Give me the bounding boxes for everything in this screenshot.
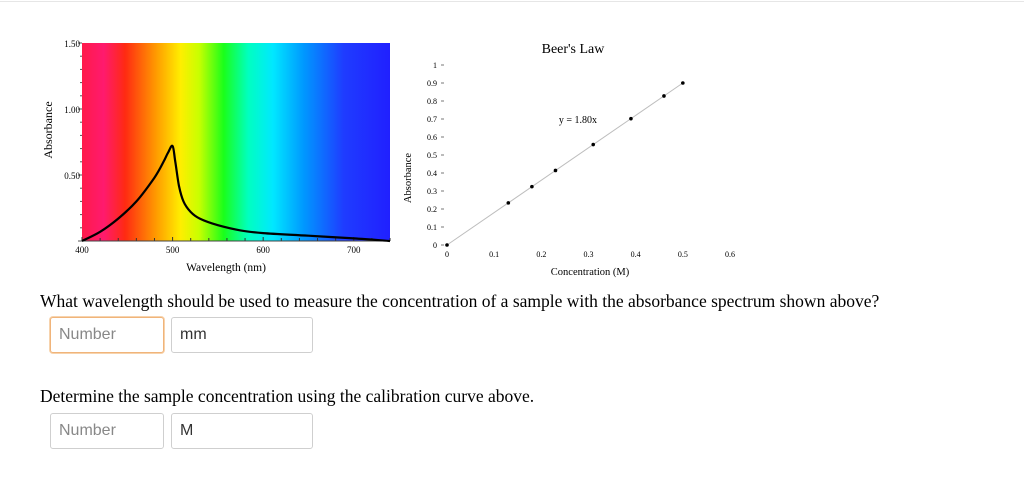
y-tick-label: 0.6: [427, 133, 437, 142]
x-tick-label: 0: [445, 250, 449, 259]
y-tick-label: 1.00: [64, 105, 80, 115]
x-tick-label: 0.1: [489, 250, 500, 259]
x-tick-label: 500: [165, 245, 180, 255]
question-concentration: Determine the sample concentration using the calibration curve above.: [40, 386, 535, 406]
data-point: [662, 94, 666, 98]
y-tick-label: 0.1: [427, 223, 437, 232]
y-tick-label: 0: [433, 241, 437, 250]
x-tick-label: 700: [347, 245, 361, 255]
x-axis-label: Concentration (M): [550, 267, 630, 278]
x-tick-label: 0.3: [583, 250, 594, 259]
y-axis-label: Absorbance: [403, 152, 414, 204]
data-point: [554, 169, 558, 173]
data-point: [530, 185, 534, 189]
data-point: [507, 201, 511, 205]
absorbance-spectrum-chart: [0, 0, 400, 282]
y-tick-label: 1.50: [64, 39, 80, 49]
data-point: [591, 143, 595, 147]
data-point: [681, 81, 685, 85]
concentration-number-input[interactable]: [50, 413, 164, 449]
x-tick-label: 600: [256, 245, 270, 255]
chart-title: Beer's Law: [541, 42, 605, 57]
trendline-equation: y = 1.80x: [558, 115, 598, 126]
y-axis-label: Absorbance: [41, 101, 55, 159]
y-tick-label: 0.5: [427, 151, 437, 160]
y-tick-label: 1: [433, 61, 437, 70]
x-tick-label: 0.2: [536, 250, 547, 259]
y-tick-label: 0.3: [427, 187, 437, 196]
trendline: [447, 83, 683, 245]
y-tick-label: 0.4: [427, 169, 437, 178]
data-point: [445, 243, 449, 247]
data-point: [629, 117, 633, 121]
spectrum-background: [82, 43, 390, 241]
y-tick-label: 0.7: [427, 115, 437, 124]
y-tick-label: 0.8: [427, 97, 437, 106]
wavelength-number-input[interactable]: [50, 317, 164, 353]
concentration-unit-field[interactable]: M: [171, 413, 313, 449]
y-tick-label: 0.50: [64, 171, 80, 181]
x-axis-label: Wavelength (nm): [186, 262, 266, 274]
y-tick-label: 0.2: [427, 205, 437, 214]
x-tick-label: 400: [75, 245, 89, 255]
x-tick-label: 0.4: [630, 250, 641, 259]
beers-law-chart: [400, 30, 750, 282]
wavelength-unit-field[interactable]: mm: [171, 317, 313, 353]
y-tick-label: 0.9: [427, 79, 437, 88]
x-tick-label: 0.5: [677, 250, 688, 259]
question-wavelength: What wavelength should be used to measure the concentration of a sample with the absorbance spectrum shown above?: [40, 291, 880, 311]
x-tick-label: 0.6: [725, 250, 735, 259]
